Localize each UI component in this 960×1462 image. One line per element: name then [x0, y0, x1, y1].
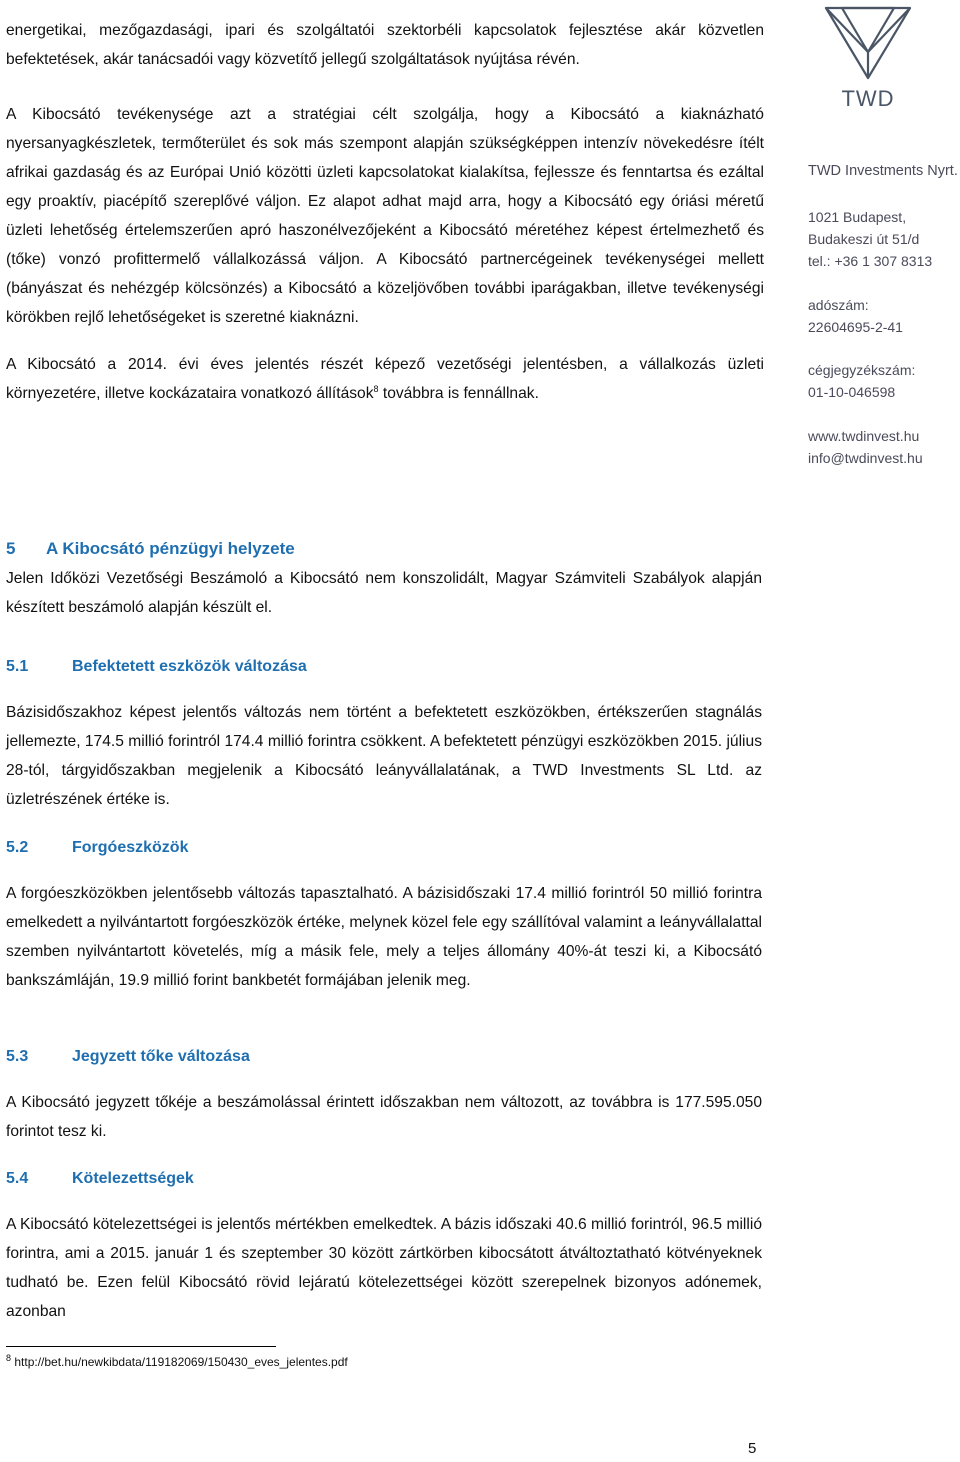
section-5-4-heading [6, 1164, 762, 1193]
section-5-4-title: Kötelezettségek [72, 1170, 194, 1187]
section-5-2-heading [6, 833, 762, 862]
section-5-2-title: Forgóeszközök [72, 839, 189, 856]
section-5-text: Jelen Időközi Vezetőségi Beszámoló a Kibocsátó nem konszolidált, Magyar Számviteli Szabályok alapján készített beszámoló alapján készült el. [6, 570, 762, 616]
section-5-3-title: Jegyzett tőke változása [72, 1048, 250, 1065]
section-5-4-number: 5.4 [6, 1170, 29, 1187]
footnote-ref: 8 [373, 383, 379, 394]
paragraph-intro-end: energetikai, mezőgazdasági, ipari és szolgáltatói szektorbéli kapcsolatok fejlesztése akár közvetlen befektetések, akár tanácsadói vagy közvetítő jellegű szolgáltatások nyújtása révén. [6, 22, 764, 68]
section-5-1-title: Befektetett eszközök változása [72, 658, 307, 675]
address-line-1: 1021 Budapest, [808, 209, 907, 225]
footnote [6, 1354, 348, 1370]
footnote-divider [6, 1346, 276, 1347]
page-number: 5 [748, 1440, 757, 1457]
body-top [6, 0, 764, 408]
paragraph-risks [6, 350, 764, 408]
section-5-3 [6, 1042, 762, 1146]
section-5-3-text: A Kibocsátó jegyzett tőkéje a beszámolással érintett időszakban nem változott, az továbbra is 177.595.050 forintot tesz ki. [6, 1094, 762, 1140]
section-5-3-heading [6, 1042, 762, 1071]
section-5-2-text: A forgóeszközökben jelentősebb változás tapasztalható. A bázisidőszaki 17.4 millió forintról 50 millió forintra emelkedett a nyilvántartott forgóeszközök értéke, melynek közel fele egy szállítóval valamint a leányvállalattal szemben nyilvántartott követelés, míg a másik fele, mely a teljes állomány 40%-át teszi ki, a Kibocsátó bankszámláján, 19.9 millió forint bankbetét formájában jelenik meg. [6, 885, 762, 989]
section-5-heading [6, 534, 762, 563]
footnote-mark: 8 [6, 1353, 12, 1363]
sidebar-address [808, 206, 932, 272]
address-line-2: Budakeszi út 51/d [808, 231, 920, 247]
section-5-3-number: 5.3 [6, 1048, 29, 1065]
twd-logo [820, 2, 916, 110]
paragraph-risks-text: A Kibocsátó a 2014. évi éves jelentés részét képező vezetőségi jelentésben, a vállalkozás üzleti környezetére, illetve kockázataira vonatkozó állítások [6, 356, 764, 402]
section-5-2 [6, 833, 762, 995]
sidebar-contact [808, 425, 923, 469]
section-5-1-heading [6, 652, 762, 681]
section-5-4-text: A Kibocsátó kötelezettségei is jelentős mértékben emelkedtek. A bázis időszaki 40.6 millió forintról, 96.5 millió forintra, ami a 2015. január 1 és szeptember 30 között zártkörben kibocsátott átváltoztatható kötvényeknek tudható be. Ezen felül Kibocsátó rövid lejáratú kötelezettségei között szerepelnek bizonyos adónemek, azonban [6, 1216, 762, 1320]
section-5 [6, 534, 762, 622]
registry-value: 01-10-046598 [808, 384, 896, 400]
sidebar-company: TWD Investments Nyrt. [808, 163, 958, 179]
sidebar-tax [808, 294, 903, 338]
sidebar-registry [808, 359, 915, 403]
email-link[interactable]: info@twdinvest.hu [808, 450, 923, 466]
paragraph-strategy: A Kibocsátó tevékenysége azt a stratégiai célt szolgálja, hogy a Kibocsátó a kiaknázható nyersanyagkészletek, termőterület és sok más szempont alapján szükségképpen intenzív növekedésre ítélt afrikai gazdaság és az Európai Unió közötti üzleti kapcsolatokat kialakítsa, fejlessze és fenntartsa és ezáltal egy proaktív, piacépítő szereplővé váljon. Ez alapot adhat majd arra, hogy a Kibocsátó egy óriási méretű üzleti lehetőség értelemszerűen apró haszonélvezőjeként a Kibocsátó méretéhez képest értelmezhető és (tőke) vonzó profittermelő vállalkozássá váljon. A Kibocsátó partnercégeinek tevékenységei mellett (bányászat és nehézgép kölcsönzés) a Kibocsátó a közeljövőben további iparágakban, illetve tevékenységi körökben rejlő lehetőségeket is szeretné kiaknázni. [6, 106, 764, 326]
tax-label: adószám: [808, 297, 869, 313]
section-5-1-number: 5.1 [6, 658, 29, 675]
footnote-link[interactable]: http://bet.hu/newkibdata/119182069/150430_eves_jelentes.pdf [11, 1355, 348, 1369]
tax-value: 22604695-2-41 [808, 319, 903, 335]
section-5-2-number: 5.2 [6, 839, 29, 856]
section-5-1 [6, 652, 762, 814]
website-link[interactable]: www.twdinvest.hu [808, 428, 920, 444]
section-5-number: 5 [6, 539, 16, 558]
section-5-title: A Kibocsátó pénzügyi helyzete [46, 539, 295, 558]
section-5-4 [6, 1164, 762, 1326]
phone: tel.: +36 1 307 8313 [808, 253, 933, 269]
paragraph-risks-end: továbbra is fennállnak. [378, 385, 539, 402]
section-5-1-text: Bázisidőszakhoz képest jelentős változás nem történt a befektetett eszközökben, értékszerűen stagnálás jellemezte, 174.5 millió forintról 174.4 millió forintra csökkent. A befektetett pénzügyi eszközökben 2015. július 28-tól, tárgyidőszakban megjelenik a Kibocsátó leányvállalatának, a TWD Investments SL Ltd. az üzletrészének értéke is. [6, 704, 762, 808]
registry-label: cégjegyzékszám: [808, 362, 916, 378]
diamond-logo-icon [826, 8, 910, 78]
logo-text: TWD [841, 86, 895, 110]
